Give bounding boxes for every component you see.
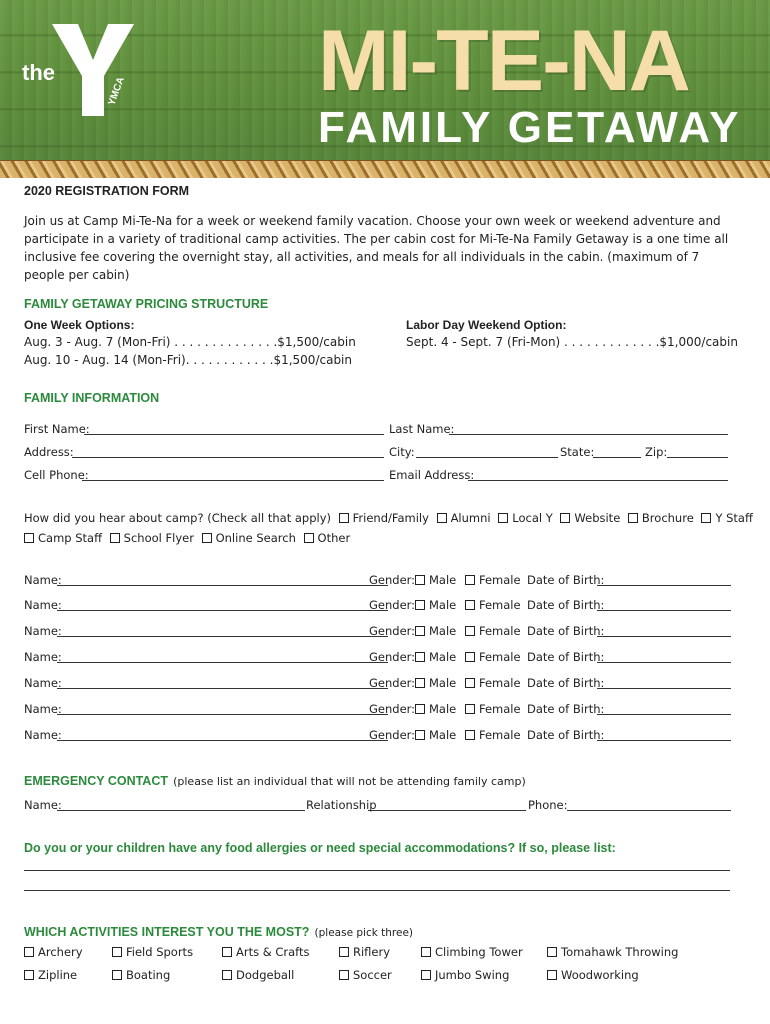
labor-day-title: Labor Day Weekend Option: [406, 318, 567, 332]
hear-option[interactable]: Brochure [628, 511, 694, 525]
cell-phone-label: Cell Phone: [24, 468, 89, 482]
zip-field[interactable] [667, 457, 728, 458]
checkbox-icon [415, 652, 425, 662]
allergies-question: Do you or your children have any food allergies or need special accommodations? If so, please list: [24, 841, 616, 855]
checkbox-icon [24, 970, 34, 980]
checkbox-icon [415, 704, 425, 714]
emergency-name-field[interactable] [57, 810, 305, 811]
attendee-dob-label: Date of Birth: [527, 728, 605, 742]
attendee-gender-label: Gender: [369, 624, 416, 638]
activity-option[interactable]: Archery [24, 945, 83, 959]
attendee-row [24, 728, 744, 744]
attendee-gender-label: Gender: [369, 650, 416, 664]
checkbox-icon [24, 533, 34, 543]
checkbox-icon [415, 678, 425, 688]
hear-option[interactable]: School Flyer [110, 531, 194, 545]
attendee-row [24, 598, 744, 614]
hear-option[interactable]: Y Staff [701, 511, 752, 525]
checkbox-icon [112, 970, 122, 980]
checkbox-icon [437, 513, 447, 523]
allergies-line-1[interactable] [24, 870, 730, 871]
hear-option[interactable]: Friend/Family [339, 511, 429, 525]
attendee-name-label: Name: [24, 676, 62, 690]
hear-about-question [24, 511, 753, 525]
checkbox-icon [547, 947, 557, 957]
attendee-dob-label: Date of Birth: [527, 650, 605, 664]
gender-male-option[interactable]: Male [415, 650, 456, 664]
gender-female-option[interactable]: Female [465, 598, 521, 612]
checkbox-icon [560, 513, 570, 523]
email-label: Email Address: [389, 468, 475, 482]
activities-heading-row [24, 921, 413, 940]
checkbox-icon [628, 513, 638, 523]
attendee-dob-label: Date of Birth: [527, 702, 605, 716]
gender-female-option[interactable]: Female [465, 573, 521, 587]
attendee-dob-field[interactable] [597, 585, 731, 586]
checkbox-icon [110, 533, 120, 543]
attendee-row [24, 676, 744, 692]
emergency-relationship-field[interactable] [368, 810, 526, 811]
gender-female-option[interactable]: Female [465, 702, 521, 716]
family-info-heading: FAMILY INFORMATION [24, 391, 160, 405]
cell-phone-field[interactable] [82, 480, 384, 481]
attendee-gender-label: Gender: [369, 676, 416, 690]
attendee-dob-field[interactable] [597, 714, 731, 715]
checkbox-icon [701, 513, 711, 523]
checkbox-icon [222, 970, 232, 980]
attendee-row [24, 702, 744, 718]
emergency-name-label: Name: [24, 798, 62, 812]
checkbox-icon [339, 947, 349, 957]
emergency-phone-label: Phone: [528, 798, 568, 812]
banner-subtitle: FAMILY GETAWAY [318, 103, 742, 152]
activity-option[interactable]: Jumbo Swing [421, 968, 509, 982]
state-field[interactable] [593, 457, 641, 458]
attendee-gender-label: Gender: [369, 598, 416, 612]
attendee-dob-label: Date of Birth: [527, 598, 605, 612]
gender-male-option[interactable]: Male [415, 573, 456, 587]
emergency-heading-row [24, 770, 526, 789]
logo-the-text: the [22, 60, 55, 85]
emergency-heading: EMERGENCY CONTACT [24, 774, 168, 788]
checkbox-icon [465, 704, 475, 714]
address-field[interactable] [72, 457, 384, 458]
checkbox-icon [112, 947, 122, 957]
attendee-name-label: Name: [24, 728, 62, 742]
checkbox-icon [222, 947, 232, 957]
checkbox-icon [465, 678, 475, 688]
gender-female-option[interactable]: Female [465, 676, 521, 690]
checkbox-icon [465, 600, 475, 610]
gender-female-option[interactable]: Female [465, 624, 521, 638]
attendee-row [24, 624, 744, 640]
attendee-gender-label: Gender: [369, 573, 416, 587]
week-options-title: One Week Options: [24, 318, 135, 332]
activity-option[interactable]: Zipline [24, 968, 77, 982]
attendee-name-field[interactable] [57, 714, 388, 715]
activity-option[interactable]: Riflery [339, 945, 390, 959]
hear-option[interactable]: Local Y [498, 511, 553, 525]
checkbox-icon [465, 730, 475, 740]
activities-note: (please pick three) [314, 927, 414, 939]
first-name-label: First Name: [24, 422, 90, 436]
hear-option[interactable]: Other [304, 531, 351, 545]
activities-heading: WHICH ACTIVITIES INTEREST YOU THE MOST? [24, 925, 310, 939]
checkbox-icon [465, 626, 475, 636]
checkbox-icon [202, 533, 212, 543]
city-field[interactable] [416, 457, 558, 458]
ymca-logo-text: YMCA [106, 75, 127, 108]
hear-question-text: How did you hear about camp? (Check all that apply) [24, 511, 331, 525]
banner-title: MI-TE-NA [318, 13, 689, 109]
attendee-dob-field[interactable] [597, 740, 731, 741]
gender-female-option[interactable]: Female [465, 650, 521, 664]
emergency-note: (please list an individual that will not be attending family camp) [173, 775, 526, 788]
ymca-y-logo-icon [48, 20, 138, 120]
attendee-dob-label: Date of Birth: [527, 676, 605, 690]
checkbox-icon [339, 970, 349, 980]
checkbox-icon [421, 970, 431, 980]
hear-option[interactable]: Online Search [202, 531, 296, 545]
week-option-2: Aug. 10 - Aug. 14 (Mon-Fri). . . . . . . . . . . .$1,500/cabin [24, 353, 352, 367]
form-title: 2020 REGISTRATION FORM [24, 184, 190, 198]
checkbox-icon [415, 626, 425, 636]
checkbox-icon [547, 970, 557, 980]
attendee-row [24, 650, 744, 666]
checkbox-icon [465, 652, 475, 662]
attendee-name-field[interactable] [57, 740, 388, 741]
activity-option[interactable]: Arts & Crafts [222, 945, 310, 959]
checkbox-icon [415, 575, 425, 585]
attendee-gender-label: Gender: [369, 702, 416, 716]
rope-divider [0, 160, 770, 178]
attendee-name-field[interactable] [57, 662, 388, 663]
checkbox-icon [421, 947, 431, 957]
checkbox-icon [415, 730, 425, 740]
activity-option[interactable]: Soccer [339, 968, 392, 982]
gender-female-option[interactable]: Female [465, 728, 521, 742]
attendee-row [24, 573, 744, 589]
emergency-phone-field[interactable] [567, 810, 731, 811]
checkbox-icon [339, 513, 349, 523]
activity-option[interactable]: Field Sports [112, 945, 193, 959]
attendee-name-field[interactable] [57, 610, 388, 611]
attendee-name-label: Name: [24, 702, 62, 716]
labor-day-option: Sept. 4 - Sept. 7 (Fri-Mon) . . . . . . . . . . . . .$1,000/cabin [406, 335, 738, 349]
pricing-heading: FAMILY GETAWAY PRICING STRUCTURE [24, 297, 269, 311]
gender-male-option[interactable]: Male [415, 728, 456, 742]
gender-male-option[interactable]: Male [415, 598, 456, 612]
activity-option[interactable]: Boating [112, 968, 170, 982]
checkbox-icon [415, 600, 425, 610]
email-field[interactable] [468, 480, 728, 481]
zip-label: Zip: [645, 445, 668, 459]
attendee-name-label: Name: [24, 624, 62, 638]
intro-paragraph: Join us at Camp Mi-Te-Na for a week or weekend family vacation. Choose your own week or weekend adventure and participate in a variety of traditional camp activities. The per cabin cost for Mi-Te-Na Family Getaway is a one time all inclusive fee covering the overnight stay, all activities, and meals for all individuals in the cabin. (maximum of 7 people per cabin) [24, 214, 729, 282]
attendee-name-field[interactable] [57, 636, 388, 637]
emergency-relationship-label: Relationship [306, 798, 377, 812]
hear-option[interactable]: Camp Staff [24, 531, 102, 545]
checkbox-icon [24, 947, 34, 957]
attendee-name-field[interactable] [57, 688, 388, 689]
gender-male-option[interactable]: Male [415, 624, 456, 638]
attendee-dob-field[interactable] [597, 662, 731, 663]
last-name-label: Last Name: [389, 422, 455, 436]
week-option-1: Aug. 3 - Aug. 7 (Mon-Fri) . . . . . . . . . . . . . .$1,500/cabin [24, 335, 356, 349]
checkbox-icon [304, 533, 314, 543]
address-label: Address: [24, 445, 74, 459]
activity-option[interactable]: Dodgeball [222, 968, 294, 982]
attendee-dob-label: Date of Birth: [527, 573, 605, 587]
attendee-gender-label: Gender: [369, 728, 416, 742]
last-name-field[interactable] [449, 434, 728, 435]
activity-option[interactable]: Climbing Tower [421, 945, 523, 959]
hear-option[interactable]: Website [560, 511, 620, 525]
activity-option[interactable]: Woodworking [547, 968, 639, 982]
attendee-name-label: Name: [24, 598, 62, 612]
checkbox-icon [498, 513, 508, 523]
allergies-line-2[interactable] [24, 890, 730, 891]
attendee-name-label: Name: [24, 650, 62, 664]
first-name-field[interactable] [84, 434, 384, 435]
attendee-name-field[interactable] [57, 585, 388, 586]
gender-male-option[interactable]: Male [415, 676, 456, 690]
attendee-dob-label: Date of Birth: [527, 624, 605, 638]
activity-option[interactable]: Tomahawk Throwing [547, 945, 678, 959]
gender-male-option[interactable]: Male [415, 702, 456, 716]
checkbox-icon [465, 575, 475, 585]
hear-option[interactable]: Alumni [437, 511, 491, 525]
header-banner [0, 0, 770, 178]
attendee-dob-field[interactable] [597, 688, 731, 689]
city-label: City: [389, 445, 415, 459]
hear-about-line2 [24, 531, 350, 545]
attendee-name-label: Name: [24, 573, 62, 587]
attendee-dob-field[interactable] [597, 610, 731, 611]
attendee-dob-field[interactable] [597, 636, 731, 637]
state-label: State: [560, 445, 595, 459]
